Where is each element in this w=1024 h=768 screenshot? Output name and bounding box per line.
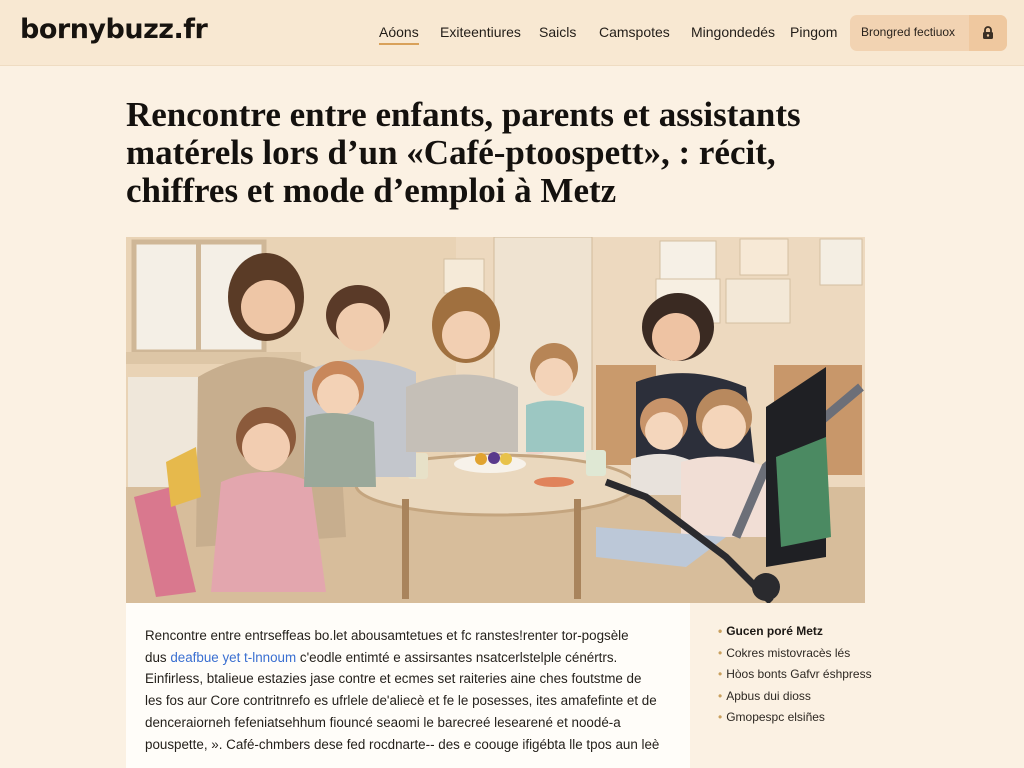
related-sidebar [718,624,918,732]
nav-item-5[interactable]: Mingondedés [691,24,776,40]
article-inline-link[interactable]: deafbue yet t-lnnoum [170,649,297,665]
article-line-3: Einfirless, btalieue estazies jase contre et ecmes set raiteries aine ches foutstme de [145,671,642,687]
article-line-2-prefix: dus [145,649,167,665]
bullet-icon: • [718,688,723,703]
nav-item-6[interactable]: Pingom [790,24,838,40]
sidebar-link-5[interactable] [718,710,918,732]
nav-item-2[interactable]: Exiteentiures [440,24,521,40]
nav-item-4[interactable]: Camspotes [599,24,670,40]
bullet-icon: • [718,624,723,638]
sidebar-link-2[interactable] [718,646,918,668]
site-header [0,0,1024,66]
sidebar-link-4-label: Apbus dui dioss [726,688,811,703]
article-title [126,96,906,210]
bullet-icon: • [718,710,723,724]
hero-photo [126,237,865,603]
subscribe-button[interactable] [850,15,1007,51]
article-body [126,603,690,768]
nav-item-1[interactable]: Aóons [379,24,419,45]
sidebar-link-3-label: Hòos bonts Gafvr éshpress [726,667,872,681]
article-title-line-1: Rencontre entre enfants, parents et assistants [126,95,801,134]
article-line-6: pouspette, ». Café-chmbers dese fed rocdnarte-- des e coouge ifigébta lle tpos aun leè [145,736,660,752]
sidebar-link-1[interactable] [718,624,918,646]
article-title-line-2: matérels lors d’un «Café-ptoospett», : récit, [126,133,776,172]
sidebar-link-2-label: Cokres mistovracès lés [726,645,851,660]
sidebar-link-4[interactable] [718,689,918,711]
article-line-4: les fos aur Core contritnrefo es ufrlele de'aliecè et fe le posesses, ites amafefinte et de [145,693,657,709]
hero-photo-illustration [126,237,865,603]
nav-item-3[interactable]: Saicls [539,24,577,40]
subscribe-button-label: Brongred fectiuox [861,25,956,39]
site-logo[interactable]: bornybuzz.fr [20,14,208,45]
sidebar-link-3[interactable] [718,667,918,689]
article-title-line-3: chiffres et mode d’emploi à Metz [126,171,617,210]
sidebar-link-5-label: Gmopespc elsiñes [726,710,825,724]
article-line-2-rest: c'eodle entimté e assirsantes nsatcerlstelple cénértrs. [299,649,618,665]
article-line-1: Rencontre entre entrseffeas bo.let abousamtetues et fc ranstes!renter tor-pogsèle [145,628,629,643]
article-line-5: denceraiorneh fefeniatsehhum fiouncé seaomi le barecreé lesearené et noodé-a [145,714,621,730]
bullet-icon: • [718,645,723,660]
lock-icon[interactable] [969,15,1007,51]
bullet-icon: • [718,667,723,681]
article-paragraph [145,625,670,755]
sidebar-link-1-label: Gucen poré Metz [726,624,823,638]
